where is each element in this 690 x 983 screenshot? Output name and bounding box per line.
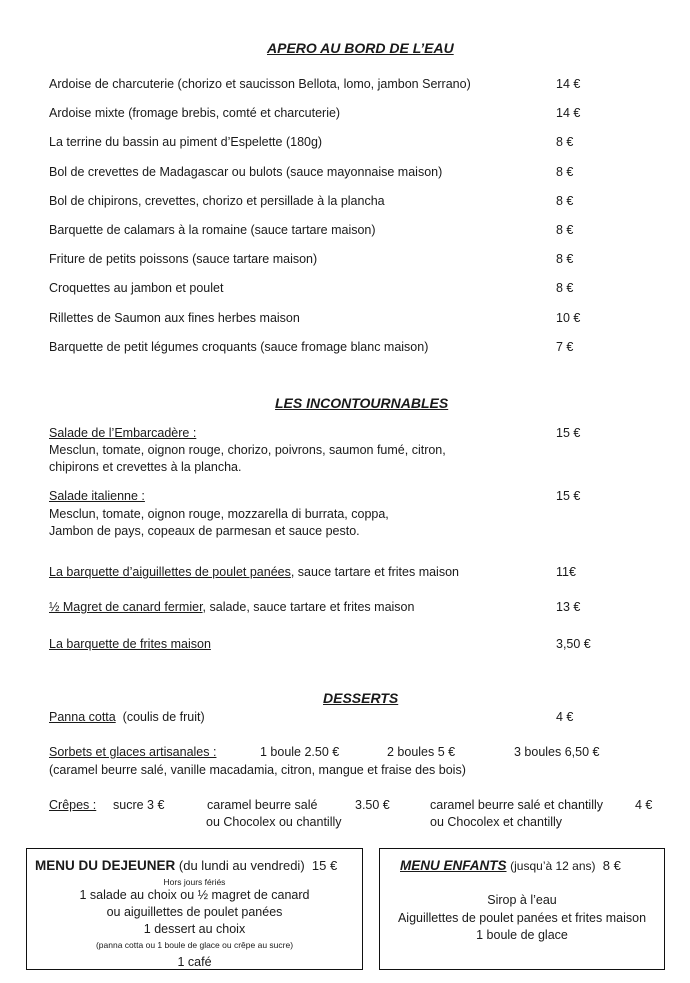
apero-item-price: 7 € [556,340,574,354]
barquette-poulet-rest: , sauce tartare et frites maison [290,565,459,579]
salade-embarcadere-desc-2: chipirons et crevettes à la plancha. [49,460,242,474]
menu-enfants-box [379,848,665,970]
menu-dejeuner-last: 1 café [177,955,212,969]
magret-price: 13 € [556,600,581,614]
apero-item-name: Barquette de petit légumes croquants (sauce fromage blanc maison) [49,340,429,354]
crepes-name: Crêpes : [49,798,97,812]
apero-item-name: Croquettes au jambon et poulet [49,281,224,295]
panna-cotta-item [49,710,205,724]
apero-item-name: Barquette de calamars à la romaine (sauce tartare maison) [49,223,376,237]
crepes-option-3-line-1: caramel beurre salé et chantilly [430,798,603,812]
salade-italienne-price: 15 € [556,489,581,503]
barquette-poulet-price: 11€ [556,565,576,579]
menu-enfants-line-3: 1 boule de glace [476,928,568,942]
sorbets-option-2: 2 boules 5 € [387,745,456,759]
salade-embarcadere-desc-1: Mesclun, tomate, oignon rouge, chorizo, poivrons, saumon fumé, citron, [49,443,446,457]
crepes-option-2-price: 3.50 € [355,798,390,812]
magret-name: ½ Magret de canard fermier [49,600,203,614]
magret-rest: , salade, sauce tartare et frites maison [202,600,415,614]
menu-enfants-header [400,858,621,873]
apero-item-name: Bol de chipirons, crevettes, chorizo et persillade à la plancha [49,194,385,208]
desserts-title: DESSERTS [323,690,399,706]
crepes-option-3-line-2: ou Chocolex et chantilly [430,815,563,829]
menu-enfants-line-1: Sirop à l’eau [487,893,557,907]
crepes-option-2-line-1: caramel beurre salé [207,798,318,812]
magret-item [49,600,414,614]
apero-title: APERO AU BORD DE L’EAU [267,40,454,56]
menu-dejeuner-line-3: 1 dessert au choix [143,922,246,936]
apero-item-price: 10 € [556,311,581,325]
incontournables-title: LES INCONTOURNABLES [275,395,449,411]
apero-item-name: Ardoise mixte (fromage brebis, comté et charcuterie) [49,106,341,120]
sorbets-option-1: 1 boule 2.50 € [260,745,340,759]
menu-enfants-price: 8 € [602,858,621,873]
sorbets-option-3: 3 boules 6,50 € [514,745,600,759]
barquette-poulet-name: La barquette d’aiguillettes de poulet panées [49,565,291,579]
apero-item-name: Rillettes de Saumon aux fines herbes maison [49,311,300,325]
menu-enfants-title: MENU ENFANTS [400,858,507,873]
crepes-option-2-line-2: ou Chocolex ou chantilly [206,815,342,829]
sorbets-flavors: (caramel beurre salé, vanille macadamia, citron, mangue et fraise des bois) [49,763,466,777]
sorbets-name: Sorbets et glaces artisanales : [49,745,217,759]
apero-item-name: La terrine du bassin au piment d’Espelette (180g) [49,135,323,149]
salade-italienne-desc-2: Jambon de pays, copeaux de parmesan et sauce pesto. [49,524,360,538]
panna-cotta-detail: (coulis de fruit) [122,710,205,724]
apero-item-price: 8 € [556,223,574,237]
apero-item-price: 8 € [556,281,574,295]
salade-italienne-desc-1: Mesclun, tomate, oignon rouge, mozzarella di burrata, coppa, [49,507,389,521]
menu-enfants-line-2: Aiguillettes de poulet panées et frites maison [397,911,647,925]
apero-item-name: Friture de petits poissons (sauce tartare maison) [49,252,318,266]
menu-dejeuner-dessert-note: (panna cotta ou 1 boule de glace ou crêpe au sucre) [95,940,294,950]
salade-embarcadere-name: Salade de l’Embarcadère : [49,426,197,440]
apero-item-price: 8 € [556,194,574,208]
apero-item-name: Bol de crevettes de Madagascar ou bulots (sauce mayonnaise maison) [49,165,443,179]
menu-enfants-age: (jusqu’à 12 ans) [510,859,596,873]
crepes-option-3-price: 4 € [635,798,653,812]
apero-item-price: 14 € [556,77,581,91]
menu-dejeuner-when: (du lundi au vendredi) [178,858,305,873]
barquette-poulet-item [49,565,459,579]
menu-dejeuner-header [35,858,337,873]
apero-item-price: 8 € [556,135,574,149]
menu-dejeuner-note: Hors jours fériés [163,877,226,887]
panna-cotta-name: Panna cotta [49,710,116,724]
apero-item-price: 14 € [556,106,581,120]
apero-item-price: 8 € [556,165,574,179]
menu-dejeuner-line-2: ou aiguillettes de poulet panées [106,905,283,919]
menu-dejeuner-line-1: 1 salade au choix ou ½ magret de canard [79,888,310,902]
salade-italienne-name: Salade italienne : [49,489,145,503]
frites-name: La barquette de frites maison [49,637,211,651]
apero-item-price: 8 € [556,252,574,266]
crepes-sucre: sucre 3 € [113,798,165,812]
menu-dejeuner-price: 15 € [311,858,338,873]
panna-cotta-price: 4 € [556,710,574,724]
salade-embarcadere-price: 15 € [556,426,581,440]
menu-dejeuner-box [26,848,363,970]
frites-price: 3,50 € [556,637,591,651]
apero-item-name: Ardoise de charcuterie (chorizo et saucisson Bellota, lomo, jambon Serrano) [49,77,471,91]
menu-dejeuner-title: MENU DU DEJEUNER [35,858,176,873]
